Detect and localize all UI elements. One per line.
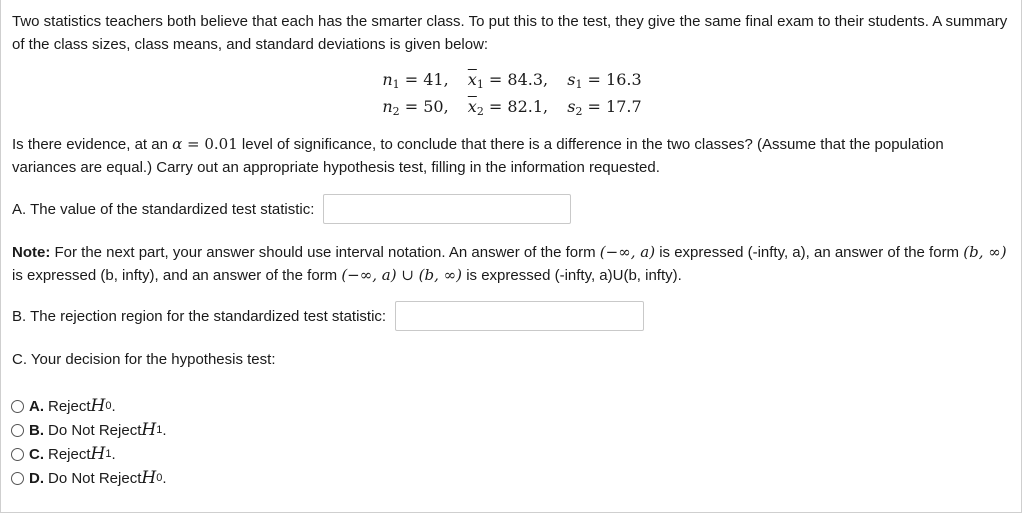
question-text: Is there evidence, at an α = 0.01 level of significance, to conclude that there is a difference in the two classes? (Assume that the population variances are equal.) Carry out an appropriate hypothesis test, filling in the information requested.	[12, 135, 944, 176]
part-b-label: B. The rejection region for the standardized test statistic:	[12, 307, 387, 325]
rejection-region-input[interactable]	[395, 301, 644, 331]
stats-row-1: $n_1 = 41$, $\overline{x}_1 = 84.3$, $s_1 = 16.3$	[382, 70, 642, 91]
radio-button[interactable]	[11, 400, 24, 413]
radio-button[interactable]	[11, 472, 24, 485]
test-statistic-input[interactable]	[323, 194, 571, 224]
choice-do-not-reject-h0[interactable]: D. Do Not Reject H 0 .	[11, 466, 167, 490]
choice-reject-h1[interactable]: C. Reject H 1 .	[11, 442, 167, 466]
choice-do-not-reject-h1[interactable]: B. Do Not Reject H 1 .	[11, 418, 167, 442]
radio-button[interactable]	[11, 424, 24, 437]
radio-button[interactable]	[11, 448, 24, 461]
choice-reject-h0[interactable]: A. Reject H 0 .	[11, 394, 167, 418]
interval-notation-note: Note: For the next part, your answer should use interval notation. An answer of the form (−∞, a) is expressed (-infty, a), an answer of the form (b, ∞) is expressed (b, infty), and an answer of the form (−∞, a) ∪ (b, ∞) is expressed (-infty, a)U(b, infty).	[12, 243, 1007, 284]
part-c-label: C. Your decision for the hypothesis test:	[12, 351, 276, 368]
stats-row-2: $n_2 = 50$, $\overline{x}_2 = 82.1$, $s_2 = 17.7$	[382, 97, 642, 118]
part-b-row	[12, 300, 644, 332]
part-a-label: A. The value of the standardized test statistic:	[12, 200, 315, 218]
part-a-row	[12, 193, 571, 225]
decision-choices	[11, 394, 167, 490]
problem-intro: Two statistics teachers both believe that each has the smarter class. To put this to the test, they give the same final exam to their students. A summary of the class sizes, class means, and standard deviations is given below:	[12, 13, 1008, 53]
